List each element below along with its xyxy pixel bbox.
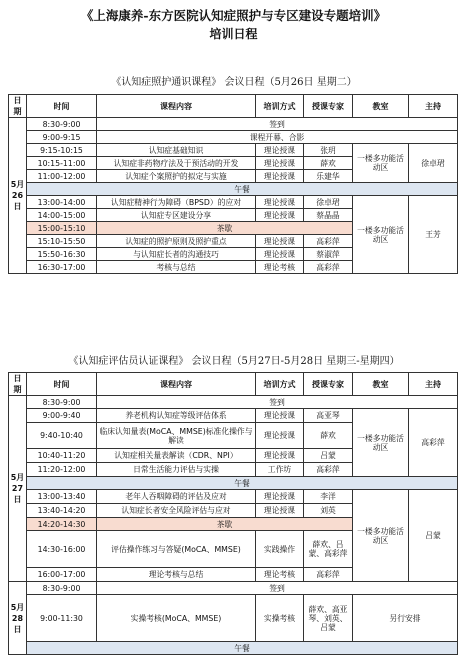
header-host: 主持 <box>409 373 458 396</box>
tea-break-cell: 茶歇 <box>97 518 353 531</box>
method-cell: 理论授课 <box>256 423 304 449</box>
content-cell: 日常生活能力评估与实操 <box>97 463 256 477</box>
tea-break-cell: 茶歇 <box>97 222 353 235</box>
table-header-row <box>9 95 458 118</box>
method-cell: 理论授课 <box>256 209 304 222</box>
time-cell: 14:00-15:00 <box>27 209 97 222</box>
content-cell: 签到 <box>97 396 458 409</box>
table-row <box>9 144 458 157</box>
table-header-row <box>9 373 458 396</box>
expert-cell: 高亚琴 <box>304 409 353 423</box>
lunch-cell: 午餐 <box>27 477 458 490</box>
method-cell: 理论授课 <box>256 196 304 209</box>
method-cell: 理论授课 <box>256 157 304 170</box>
expert-cell: 吕蒙 <box>304 449 353 463</box>
time-cell: 9:40-10:40 <box>27 423 97 449</box>
time-cell: 15:00-15:10 <box>27 222 97 235</box>
content-cell: 老年人吞咽障碍的评估及应对 <box>97 490 256 504</box>
content-cell: 认知症基础知识 <box>97 144 256 157</box>
table-row <box>9 582 458 595</box>
expert-cell: 刘英 <box>304 504 353 518</box>
expert-cell: 高彩萍 <box>304 261 353 274</box>
time-cell: 16:30-17:00 <box>27 261 97 274</box>
content-cell: 实操考核(MoCA、MMSE) <box>97 595 256 642</box>
time-cell: 8:30-9:00 <box>27 582 97 595</box>
time-cell: 14:20-14:30 <box>27 518 97 531</box>
header-time: 时间 <box>27 95 97 118</box>
content-cell: 认知症精神行为障碍（BPSD）的应对 <box>97 196 256 209</box>
method-cell: 理论考核 <box>256 261 304 274</box>
method-cell: 理论授课 <box>256 248 304 261</box>
content-cell: 签到 <box>97 582 458 595</box>
table-row <box>9 196 458 209</box>
content-cell: 评估操作练习与答疑(MoCA、MMSE) <box>97 531 256 568</box>
content-cell: 认知症的照护原则及照护重点 <box>97 235 256 248</box>
header-day: 日期 <box>9 373 27 396</box>
content-cell: 签到 <box>97 118 458 131</box>
content-cell: 理论考核与总结 <box>97 568 256 582</box>
content-cell: 临床认知量表(MoCA、MMSE)标准化操作与解读 <box>97 423 256 449</box>
content-cell: 与认知症长者的沟通技巧 <box>97 248 256 261</box>
schedule-table-day1 <box>8 94 458 274</box>
time-cell: 9:15-10:15 <box>27 144 97 157</box>
section2-title: 《认知症评估员认证课程》 会议日程（5月27日-5月28日 星期三-星期四） <box>68 356 400 367</box>
header-time: 时间 <box>27 373 97 396</box>
content-cell: 认知症非药物疗法及于预活动的开发 <box>97 157 256 170</box>
expert-cell: 薛欢 <box>304 423 353 449</box>
time-cell: 15:10-15:50 <box>27 235 97 248</box>
header-expert: 授课专家 <box>304 373 353 396</box>
method-cell: 理论授课 <box>256 170 304 183</box>
host-cell: 吕蒙 <box>409 490 458 582</box>
content-cell: 考核与总结 <box>97 261 256 274</box>
lunch-row <box>9 183 458 196</box>
time-cell: 16:00-17:00 <box>27 568 97 582</box>
expert-cell: 薛欢、吕蒙、高彩萍 <box>304 531 353 568</box>
sub-title: 培训日程 <box>209 27 258 41</box>
table-row <box>9 131 458 144</box>
method-cell: 理论授课 <box>256 144 304 157</box>
section1-title: 《认知症照护通识课程》 会议日程（5月26日 星期二） <box>111 77 357 88</box>
method-cell: 理论授课 <box>256 235 304 248</box>
table-row <box>9 595 458 642</box>
method-cell: 理论授课 <box>256 490 304 504</box>
schedule-table-day2-3 <box>8 372 458 655</box>
table-row <box>9 396 458 409</box>
main-title: 《上海康养-东方医院认知症照护与专区建设专题培训》 <box>80 8 387 23</box>
room-cell: 一楼多功能活动区 <box>353 144 409 183</box>
day-cell: 5月26日 <box>9 118 27 274</box>
header-content: 课程内容 <box>97 373 256 396</box>
host-cell: 高彩萍 <box>409 409 458 477</box>
time-cell: 14:30-16:00 <box>27 531 97 568</box>
expert-cell: 薛欢 <box>304 157 353 170</box>
day-cell: 5月27日 <box>9 396 27 582</box>
time-cell: 11:20-12:00 <box>27 463 97 477</box>
method-cell: 理论授课 <box>256 449 304 463</box>
content-cell: 认知症专区建设分享 <box>97 209 256 222</box>
method-cell: 理论授课 <box>256 409 304 423</box>
expert-cell: 徐卓珺 <box>304 196 353 209</box>
time-cell: 8:30-9:00 <box>27 118 97 131</box>
header-method: 培训方式 <box>256 95 304 118</box>
expert-cell: 蔡晶晶 <box>304 209 353 222</box>
expert-cell: 薛欢、高亚琴、刘英、吕蒙 <box>304 595 353 642</box>
header-method: 培训方式 <box>256 373 304 396</box>
time-cell: 13:00-14:00 <box>27 196 97 209</box>
host-cell: 王芳 <box>409 196 458 274</box>
table-row <box>9 490 458 504</box>
time-cell: 15:50-16:30 <box>27 248 97 261</box>
method-cell: 实操考核 <box>256 595 304 642</box>
method-cell: 理论考核 <box>256 568 304 582</box>
content-cell: 认知症相关量表解读（CDR、NPI） <box>97 449 256 463</box>
method-cell: 实践操作 <box>256 531 304 568</box>
expert-cell: 高彩萍 <box>304 568 353 582</box>
lunch-row <box>9 642 458 655</box>
expert-cell: 李洋 <box>304 490 353 504</box>
room-cell: 一楼多功能活动区 <box>353 196 409 274</box>
method-cell: 工作坊 <box>256 463 304 477</box>
table-row <box>9 118 458 131</box>
room-cell: 另行安排 <box>353 595 458 642</box>
lunch-cell: 午餐 <box>27 642 458 655</box>
table-row <box>9 409 458 423</box>
header-content: 课程内容 <box>97 95 256 118</box>
time-cell: 9:00-9:15 <box>27 131 97 144</box>
method-cell: 理论授课 <box>256 504 304 518</box>
day-cell: 5月28日 <box>9 582 27 655</box>
header-expert: 授课专家 <box>304 95 353 118</box>
expert-cell: 高彩萍 <box>304 463 353 477</box>
time-cell: 9:00-9:40 <box>27 409 97 423</box>
lunch-row <box>9 477 458 490</box>
lunch-cell: 午餐 <box>27 183 458 196</box>
time-cell: 8:30-9:00 <box>27 396 97 409</box>
content-cell: 认知症个案照护的拟定与实施 <box>97 170 256 183</box>
expert-cell: 蔡淑萍 <box>304 248 353 261</box>
header-room: 教室 <box>353 95 409 118</box>
content-cell: 养老机构认知症等级评估体系 <box>97 409 256 423</box>
time-cell: 10:15-11:00 <box>27 157 97 170</box>
content-cell: 课程开幕、合影 <box>97 131 458 144</box>
expert-cell: 张玥 <box>304 144 353 157</box>
content-cell: 认知症长者安全风险评估与应对 <box>97 504 256 518</box>
time-cell: 11:00-12:00 <box>27 170 97 183</box>
room-cell: 一楼多功能活动区 <box>353 490 409 582</box>
time-cell: 9:00-11:30 <box>27 595 97 642</box>
room-cell: 一楼多功能活动区 <box>353 409 409 477</box>
host-cell: 徐卓珺 <box>409 144 458 183</box>
header-host: 主持 <box>409 95 458 118</box>
time-cell: 13:00-13:40 <box>27 490 97 504</box>
time-cell: 10:40-11:20 <box>27 449 97 463</box>
expert-cell: 高彩萍 <box>304 235 353 248</box>
expert-cell: 乐建华 <box>304 170 353 183</box>
header-day: 日期 <box>9 95 27 118</box>
time-cell: 13:40-14:20 <box>27 504 97 518</box>
header-room: 教室 <box>353 373 409 396</box>
